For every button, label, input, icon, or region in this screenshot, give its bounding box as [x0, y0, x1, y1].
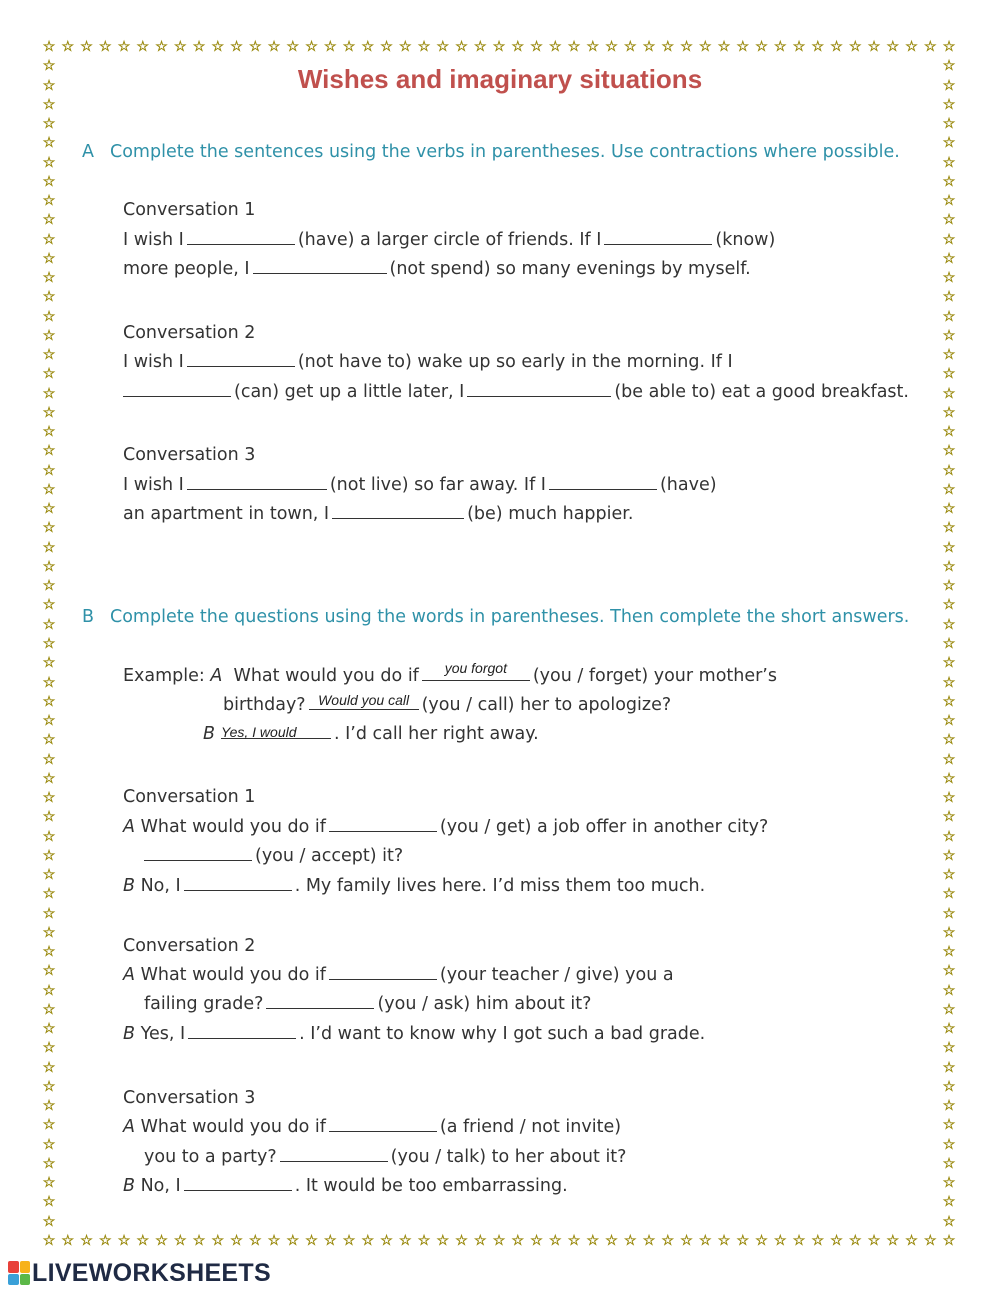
border-star-icon: ☆: [942, 366, 956, 383]
border-star-icon: ☆: [942, 1155, 956, 1172]
question-line: (you / accept) it?: [144, 846, 403, 866]
section-letter: A: [82, 142, 94, 162]
border-star-icon: ☆: [942, 1040, 956, 1057]
border-star-icon: ☆: [42, 404, 56, 421]
sentence-line: I wish I (not live) so far away. If I (have): [123, 475, 717, 495]
example-line: Example: A What would you do if you forgot (you / forget) your mother’s: [123, 660, 777, 686]
answer-blank[interactable]: [253, 259, 387, 274]
border-star-icon: ☆: [286, 39, 300, 55]
answer-blank[interactable]: [280, 1147, 388, 1162]
border-star-icon: ☆: [155, 1233, 168, 1249]
border-star-icon: ☆: [80, 1233, 93, 1249]
border-star-icon: ☆: [942, 847, 956, 864]
border-star-icon: ☆: [42, 366, 56, 383]
border-star-icon: ☆: [42, 1001, 56, 1018]
border-star-icon: ☆: [492, 39, 506, 55]
sentence-line: (can) get up a little later, I (be able to) eat a good breakfast.: [123, 382, 909, 402]
border-star-icon: ☆: [942, 674, 956, 691]
border-star-icon: ☆: [942, 636, 956, 652]
border-star-icon: ☆: [942, 1136, 956, 1153]
border-star-icon: ☆: [942, 655, 956, 672]
border-star-icon: ☆: [173, 39, 187, 55]
border-star-icon: ☆: [942, 982, 956, 999]
border-star-icon: ☆: [473, 39, 487, 55]
border-star-icon: ☆: [42, 424, 56, 441]
page-title: Wishes and imaginary situations: [297, 64, 703, 94]
border-star-icon: ☆: [248, 39, 262, 55]
border-star-icon: ☆: [42, 77, 56, 94]
border-star-icon: ☆: [42, 558, 56, 575]
border-star-icon: ☆: [942, 443, 956, 460]
border-star-icon: ☆: [942, 924, 956, 941]
border-star-icon: ☆: [42, 1136, 56, 1153]
section-a-instruction: [82, 142, 900, 162]
border-star-icon: ☆: [530, 1233, 543, 1249]
border-star-icon: ☆: [42, 116, 56, 133]
answer-line: B No, I . It would be too embarrassing.: [123, 1176, 568, 1196]
border-star-icon: ☆: [42, 616, 56, 633]
border-star-icon: ☆: [42, 1059, 56, 1076]
border-star-icon: ☆: [942, 1001, 956, 1018]
border-star-icon: ☆: [511, 39, 525, 55]
border-star-icon: ☆: [942, 212, 956, 229]
border-star-icon: ☆: [42, 1233, 56, 1249]
border-star-icon: ☆: [942, 154, 956, 171]
border-star-icon: ☆: [42, 732, 56, 749]
border-star-icon: ☆: [567, 1233, 581, 1249]
border-star-icon: ☆: [42, 462, 56, 479]
question-line: failing grade? (you / ask) him about it?: [144, 994, 592, 1014]
border-star-icon: ☆: [42, 809, 56, 826]
border-star-icon: ☆: [455, 39, 468, 55]
border-star-icon: ☆: [792, 39, 806, 55]
answer-line: B No, I . My family lives here. I’d miss them too much.: [123, 876, 706, 896]
border-star-icon: ☆: [380, 1233, 393, 1249]
border-star-icon: ☆: [42, 828, 56, 845]
border-star-icon: ☆: [942, 1194, 956, 1211]
border-star-icon: ☆: [942, 462, 956, 479]
border-star-icon: ☆: [942, 713, 956, 730]
example-answer: Would you call: [309, 695, 419, 710]
answer-blank[interactable]: [184, 876, 292, 891]
border-star-icon: ☆: [942, 770, 956, 787]
border-star-icon: ☆: [117, 1233, 131, 1249]
border-star-icon: ☆: [942, 1117, 956, 1134]
border-star-icon: ☆: [736, 39, 750, 55]
border-star-icon: ☆: [530, 39, 543, 55]
border-star-icon: ☆: [642, 39, 656, 55]
border-star-icon: ☆: [830, 39, 843, 55]
example-answer: you forgot: [422, 666, 530, 681]
border-star-icon: ☆: [42, 905, 56, 922]
logo-icon: [8, 1261, 30, 1285]
border-star-icon: ☆: [42, 693, 56, 710]
border-star-icon: ☆: [42, 481, 56, 498]
border-star-icon: ☆: [42, 250, 56, 267]
border-star-icon: ☆: [305, 39, 318, 55]
border-star-icon: ☆: [942, 327, 956, 344]
border-star-icon: ☆: [942, 867, 956, 884]
border-star-icon: ☆: [98, 1233, 112, 1249]
border-star-icon: ☆: [942, 173, 956, 190]
border-star-icon: ☆: [42, 39, 56, 55]
border-star-icon: ☆: [80, 39, 93, 55]
border-star-icon: ☆: [173, 1233, 187, 1249]
border-star-icon: ☆: [230, 1233, 243, 1249]
border-star-icon: ☆: [155, 39, 168, 55]
border-star-icon: ☆: [623, 1233, 637, 1249]
border-star-icon: ☆: [42, 982, 56, 999]
border-star-icon: ☆: [42, 1078, 56, 1095]
answer-blank[interactable]: [144, 846, 252, 861]
border-star-icon: ☆: [942, 481, 956, 498]
border-star-icon: ☆: [42, 58, 56, 75]
border-star-icon: ☆: [680, 1233, 693, 1249]
border-star-icon: ☆: [42, 790, 56, 807]
border-star-icon: ☆: [42, 385, 56, 402]
border-star-icon: ☆: [267, 1233, 281, 1249]
border-star-icon: ☆: [42, 1040, 56, 1057]
border-star-icon: ☆: [942, 558, 956, 575]
border-star-icon: ☆: [942, 597, 956, 614]
answer-blank[interactable]: [329, 1117, 437, 1132]
border-star-icon: ☆: [42, 308, 56, 325]
border-star-icon: ☆: [886, 1233, 900, 1249]
border-star-icon: ☆: [942, 39, 956, 55]
border-star-icon: ☆: [42, 751, 56, 768]
border-star-icon: ☆: [42, 270, 56, 287]
border-star-icon: ☆: [42, 135, 56, 152]
border-star-icon: ☆: [42, 539, 56, 556]
answer-blank[interactable]: [123, 382, 231, 397]
border-star-icon: ☆: [42, 847, 56, 864]
border-star-icon: ☆: [248, 1233, 262, 1249]
answer-blank[interactable]: [467, 382, 611, 397]
border-star-icon: ☆: [42, 327, 56, 344]
example-line: B Yes, I would . I’d call her right away.: [203, 724, 539, 744]
border-star-icon: ☆: [942, 116, 956, 133]
border-star-icon: ☆: [905, 1233, 918, 1249]
border-star-icon: ☆: [905, 39, 918, 55]
question-line: A What would you do if (you / get) a job offer in another city?: [123, 817, 769, 837]
border-star-icon: ☆: [811, 39, 825, 55]
border-star-icon: ☆: [42, 713, 56, 730]
example-line: birthday? Would you call (you / call) her to apologize?: [223, 692, 672, 715]
border-star-icon: ☆: [773, 39, 787, 55]
border-star-icon: ☆: [792, 1233, 806, 1249]
border-star-icon: ☆: [567, 39, 581, 55]
border-star-icon: ☆: [42, 963, 56, 980]
answer-blank[interactable]: [266, 994, 374, 1009]
border-star-icon: ☆: [942, 1078, 956, 1095]
answer-blank[interactable]: [187, 352, 295, 367]
border-star-icon: ☆: [942, 231, 956, 248]
border-star-icon: ☆: [830, 1233, 843, 1249]
border-star-icon: ☆: [61, 1233, 75, 1249]
border-star-icon: ☆: [42, 636, 56, 652]
border-star-icon: ☆: [361, 1233, 375, 1249]
border-star-icon: ☆: [42, 443, 56, 460]
border-star-icon: ☆: [942, 1059, 956, 1076]
border-star-icon: ☆: [942, 1213, 956, 1230]
border-star-icon: ☆: [942, 520, 956, 537]
border-star-icon: ☆: [42, 578, 56, 595]
border-star-icon: ☆: [942, 809, 956, 826]
border-star-icon: ☆: [42, 770, 56, 787]
question-line: you to a party? (you / talk) to her about it?: [144, 1147, 627, 1167]
answer-blank[interactable]: [188, 1024, 296, 1039]
border-star-icon: ☆: [511, 1233, 525, 1249]
border-star-icon: ☆: [492, 1233, 506, 1249]
border-star-icon: ☆: [605, 39, 618, 55]
border-star-icon: ☆: [42, 1213, 56, 1230]
answer-blank[interactable]: [549, 475, 657, 490]
instruction-text: Complete the sentences using the verbs in parentheses. Use contractions where possible.: [110, 142, 900, 162]
border-star-icon: ☆: [623, 39, 637, 55]
border-star-icon: ☆: [436, 1233, 450, 1249]
border-star-icon: ☆: [417, 39, 431, 55]
border-star-icon: ☆: [867, 39, 881, 55]
border-star-icon: ☆: [942, 963, 956, 980]
border-star-icon: ☆: [42, 212, 56, 229]
border-star-icon: ☆: [886, 39, 900, 55]
answer-blank[interactable]: [329, 817, 437, 832]
border-star-icon: ☆: [192, 1233, 206, 1249]
border-star-icon: ☆: [942, 693, 956, 710]
border-star-icon: ☆: [942, 424, 956, 441]
border-star-icon: ☆: [942, 944, 956, 961]
border-star-icon: ☆: [42, 924, 56, 941]
border-star-icon: ☆: [211, 1233, 225, 1249]
border-star-icon: ☆: [548, 39, 562, 55]
conversation-heading: Conversation 1: [123, 787, 256, 807]
answer-blank[interactable]: [332, 504, 464, 519]
border-star-icon: ☆: [942, 1233, 956, 1249]
border-star-icon: ☆: [773, 1233, 787, 1249]
border-star-icon: ☆: [942, 905, 956, 922]
sentence-line: more people, I (not spend) so many evenings by myself.: [123, 259, 751, 279]
border-star-icon: ☆: [42, 347, 56, 364]
answer-blank[interactable]: [184, 1176, 292, 1191]
border-star-icon: ☆: [436, 39, 450, 55]
border-star-icon: ☆: [342, 39, 356, 55]
border-star-icon: ☆: [548, 1233, 562, 1249]
sentence-line: I wish I (have) a larger circle of friends. If I (know): [123, 230, 776, 250]
border-star-icon: ☆: [698, 1233, 712, 1249]
border-star-icon: ☆: [42, 154, 56, 171]
answer-line: B Yes, I . I’d want to know why I got such a bad grade.: [123, 1024, 706, 1044]
border-star-icon: ☆: [942, 270, 956, 287]
border-star-icon: ☆: [923, 39, 937, 55]
border-star-icon: ☆: [42, 867, 56, 884]
border-star-icon: ☆: [942, 347, 956, 364]
border-star-icon: ☆: [42, 1155, 56, 1172]
border-star-icon: ☆: [136, 1233, 150, 1249]
conversation-heading: Conversation 3: [123, 1088, 256, 1108]
border-star-icon: ☆: [117, 39, 131, 55]
conversation-heading: Conversation 2: [123, 936, 256, 956]
border-star-icon: ☆: [942, 289, 956, 306]
border-star-icon: ☆: [680, 39, 693, 55]
answer-blank[interactable]: [187, 230, 295, 245]
border-star-icon: ☆: [942, 77, 956, 94]
example-answer: Yes, I would: [221, 724, 331, 739]
border-star-icon: ☆: [698, 39, 712, 55]
border-star-icon: ☆: [323, 39, 337, 55]
border-star-icon: ☆: [586, 1233, 600, 1249]
logo-text: LIVEWORKSHEETS: [32, 1258, 271, 1287]
border-star-icon: ☆: [42, 674, 56, 691]
border-star-icon: ☆: [942, 308, 956, 325]
border-star-icon: ☆: [98, 39, 112, 55]
border-star-icon: ☆: [42, 1117, 56, 1134]
border-star-icon: ☆: [42, 289, 56, 306]
border-star-icon: ☆: [286, 1233, 300, 1249]
border-star-icon: ☆: [305, 1233, 318, 1249]
border-star-icon: ☆: [42, 1175, 56, 1192]
border-star-icon: ☆: [136, 39, 150, 55]
instruction-text: Complete the questions using the words in parentheses. Then complete the short answers.: [110, 607, 910, 627]
border-star-icon: ☆: [942, 751, 956, 768]
liveworksheets-logo[interactable]: [8, 1258, 271, 1288]
border-star-icon: ☆: [942, 135, 956, 152]
section-b-instruction: [82, 607, 909, 627]
sentence-line: an apartment in town, I (be) much happier.: [123, 504, 634, 524]
answer-blank[interactable]: [604, 230, 712, 245]
border-star-icon: ☆: [942, 501, 956, 518]
border-star-icon: ☆: [42, 231, 56, 248]
border-star-icon: ☆: [942, 732, 956, 749]
border-star-icon: ☆: [192, 39, 206, 55]
border-star-icon: ☆: [736, 1233, 750, 1249]
border-star-icon: ☆: [473, 1233, 487, 1249]
border-star-icon: ☆: [942, 886, 956, 903]
answer-blank[interactable]: [187, 475, 327, 490]
border-star-icon: ☆: [942, 1098, 956, 1115]
border-star-icon: ☆: [455, 1233, 468, 1249]
border-star-icon: ☆: [661, 39, 675, 55]
conversation-heading: Conversation 3: [123, 445, 256, 465]
border-star-icon: ☆: [42, 520, 56, 537]
conversation-heading: Conversation 1: [123, 200, 256, 220]
border-star-icon: ☆: [267, 39, 281, 55]
border-star-icon: ☆: [61, 39, 75, 55]
border-star-icon: ☆: [42, 886, 56, 903]
border-star-icon: ☆: [942, 404, 956, 421]
border-star-icon: ☆: [42, 597, 56, 614]
border-star-icon: ☆: [42, 96, 56, 113]
border-star-icon: ☆: [42, 1194, 56, 1211]
border-star-icon: ☆: [661, 1233, 675, 1249]
border-star-icon: ☆: [923, 1233, 937, 1249]
border-star-icon: ☆: [398, 1233, 412, 1249]
border-star-icon: ☆: [942, 578, 956, 595]
border-star-icon: ☆: [42, 655, 56, 672]
border-star-icon: ☆: [942, 58, 956, 75]
border-star-icon: ☆: [942, 385, 956, 402]
border-star-icon: ☆: [642, 1233, 656, 1249]
question-line: A What would you do if (a friend / not invite): [123, 1117, 622, 1137]
border-star-icon: ☆: [398, 39, 412, 55]
border-star-icon: ☆: [586, 39, 600, 55]
border-star-icon: ☆: [42, 1098, 56, 1115]
border-star-icon: ☆: [942, 96, 956, 113]
border-star-icon: ☆: [942, 193, 956, 210]
border-star-icon: ☆: [755, 39, 768, 55]
border-star-icon: ☆: [42, 193, 56, 210]
border-star-icon: ☆: [942, 539, 956, 556]
border-star-icon: ☆: [42, 944, 56, 961]
border-star-icon: ☆: [848, 39, 862, 55]
border-star-icon: ☆: [942, 1021, 956, 1038]
sentence-line: I wish I (not have to) wake up so early in the morning. If I: [123, 352, 733, 372]
border-star-icon: ☆: [211, 39, 225, 55]
border-star-icon: ☆: [323, 1233, 337, 1249]
border-star-icon: ☆: [811, 1233, 825, 1249]
border-star-icon: ☆: [230, 39, 243, 55]
border-star-icon: ☆: [605, 1233, 618, 1249]
border-star-icon: ☆: [867, 1233, 881, 1249]
border-star-icon: ☆: [717, 1233, 731, 1249]
border-star-icon: ☆: [42, 173, 56, 190]
border-star-icon: ☆: [755, 1233, 768, 1249]
question-line: A What would you do if (your teacher / give) you a: [123, 965, 674, 985]
border-star-icon: ☆: [848, 1233, 862, 1249]
border-star-icon: ☆: [942, 828, 956, 845]
section-letter: B: [82, 607, 95, 627]
border-star-icon: ☆: [42, 1021, 56, 1038]
border-star-icon: ☆: [942, 250, 956, 267]
border-star-icon: ☆: [342, 1233, 356, 1249]
border-star-icon: ☆: [942, 790, 956, 807]
answer-blank[interactable]: [329, 965, 437, 980]
border-star-icon: ☆: [380, 39, 393, 55]
border-star-icon: ☆: [417, 1233, 431, 1249]
border-star-icon: ☆: [361, 39, 375, 55]
border-star-icon: ☆: [717, 39, 731, 55]
border-star-icon: ☆: [42, 501, 56, 518]
border-star-icon: ☆: [942, 1175, 956, 1192]
border-star-icon: ☆: [942, 616, 956, 633]
conversation-heading: Conversation 2: [123, 323, 256, 343]
